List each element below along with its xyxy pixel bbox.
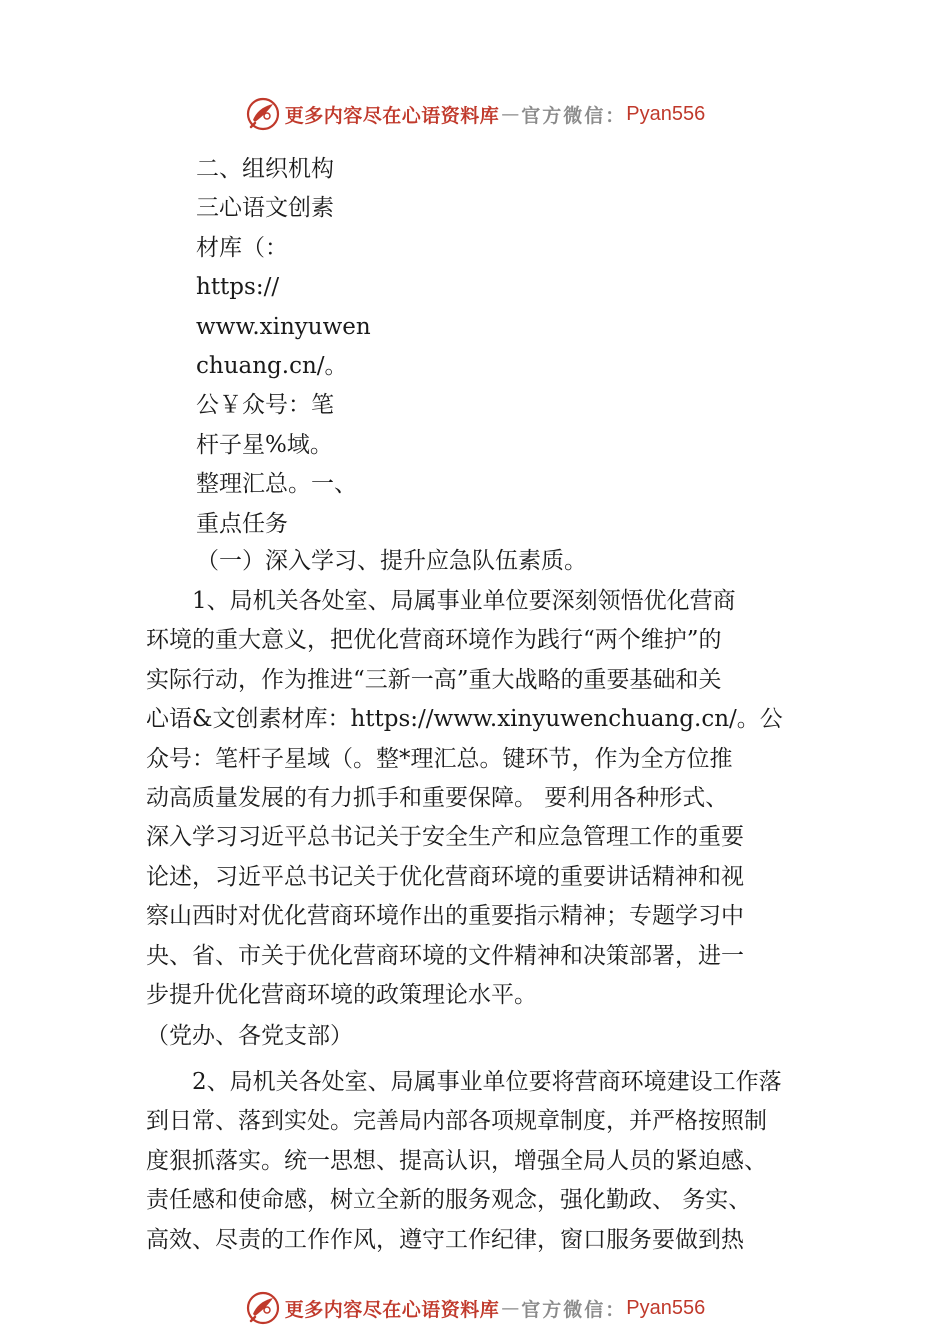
paragraph-line: 实际行动，作为推进“三新一高”重大战略的重要基础和关: [146, 666, 722, 693]
paragraph-line: 环境的重大意义，把优化营商环境作为践行“两个维护”的: [146, 627, 722, 654]
footer-dash: —: [501, 1297, 520, 1319]
column-line: 三心语文创素: [196, 195, 334, 222]
header-brand-text: 更多内容尽在心语资料库: [284, 104, 500, 127]
responsible-party-note: （党办、各党支部）: [146, 1023, 353, 1049]
paragraph-line: 高效、尽责的工作作风，遵守工作纪律，窗口服务要做到热: [146, 1226, 744, 1253]
section-heading: （一）深入学习、提升应急队伍素质。: [196, 548, 587, 574]
header-dash: —: [501, 103, 520, 125]
column-line: https://: [196, 274, 280, 301]
footer-wechat-label: 官方微信：: [521, 1298, 627, 1321]
header-wechat-id: Pyan556: [626, 102, 706, 125]
footer-brand-text: 更多内容尽在心语资料库: [284, 1298, 500, 1321]
paragraph-line: 动高质量发展的有力抓手和重要保障。 要利用各种形式、: [146, 784, 729, 811]
column-line: 二、组织机构: [196, 156, 334, 182]
column-line: 公￥众号：笔: [196, 392, 334, 419]
header-wechat-label: 官方微信：: [521, 104, 627, 127]
paragraph-line: 众号：笔杆子星域（。整*理汇总。键环节，作为全方位推: [146, 745, 733, 772]
column-line: www.xinyuwen: [196, 313, 371, 340]
paragraph-1: [146, 582, 826, 1015]
column-line: 整理汇总。一、: [196, 471, 357, 498]
paragraph-line: 2、局机关各处室、局属事业单位要将营商环境建设工作落: [192, 1069, 782, 1095]
column-line: 杆子星%域。: [196, 431, 333, 458]
footer-wechat-id: Pyan556: [626, 1296, 706, 1319]
footer-banner: [0, 1288, 950, 1328]
paragraph-line: 度狠抓落实。统一思想、提高认识，增强全局人员的紧迫感、: [146, 1147, 767, 1174]
paragraph-line: 到日常、落到实处。完善局内部各项规章制度，并严格按照制: [146, 1108, 767, 1135]
paragraph-line: 央、省、市关于优化营商环境的文件精神和决策部署，进一: [146, 942, 744, 969]
paragraph-line: 步提升优化营商环境的政策理论水平。: [146, 981, 537, 1008]
brush-logo-icon: [245, 1290, 281, 1326]
brush-logo-icon: [245, 96, 281, 132]
paragraph-line: 1、局机关各处室、局属事业单位要深刻领悟优化营商: [192, 588, 736, 614]
column-line: chuang.cn/。: [196, 352, 348, 379]
paragraph-2: [146, 1063, 826, 1260]
paragraph-line: 责任感和使命感，树立全新的服务观念，强化勤政、 务实、: [146, 1187, 752, 1214]
column-line: 重点任务: [196, 510, 288, 537]
column-text-block: [196, 150, 496, 544]
paragraph-line: 论述，习近平总书记关于优化营商环境的重要讲话精神和视: [146, 863, 744, 890]
paragraph-line: 心语&文创素材库：https://www.xinyuwenchuang.cn/。公: [146, 706, 783, 733]
paragraph-line: 深入学习习近平总书记关于安全生产和应急管理工作的重要: [146, 824, 744, 851]
header-banner: [0, 94, 950, 134]
column-line: 材库（：: [196, 234, 288, 261]
paragraph-line: 察山西时对优化营商环境作出的重要指示精神；专题学习中: [146, 903, 744, 930]
